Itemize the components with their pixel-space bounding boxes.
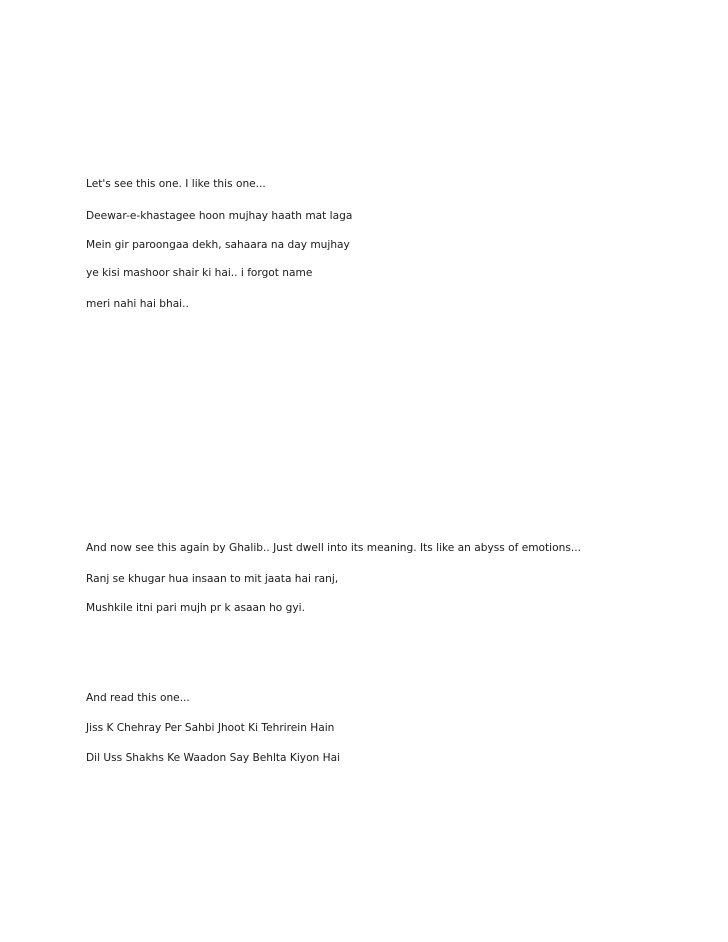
text-line: And read this one... [86,692,190,704]
text-line: Jiss K Chehray Per Sahbi Jhoot Ki Tehrirein Hain [86,722,335,734]
text-line: ye kisi mashoor shair ki hai.. i forgot name [86,267,313,279]
text-line: And now see this again by Ghalib.. Just dwell into its meaning. Its like an abyss of emotions... [86,542,581,554]
text-line: Deewar-e-khastagee hoon mujhay haath mat laga [86,210,353,222]
text-line: Let's see this one. I like this one... [86,178,266,190]
text-line: Mushkile itni pari mujh pr k asaan ho gyi. [86,602,305,614]
text-line: meri nahi hai bhai.. [86,298,189,310]
text-line: Ranj se khugar hua insaan to mit jaata hai ranj, [86,573,339,585]
text-line: Mein gir paroongaa dekh, sahaara na day mujhay [86,239,350,251]
text-line: Dil Uss Shakhs Ke Waadon Say Behlta Kiyon Hai [86,752,341,764]
